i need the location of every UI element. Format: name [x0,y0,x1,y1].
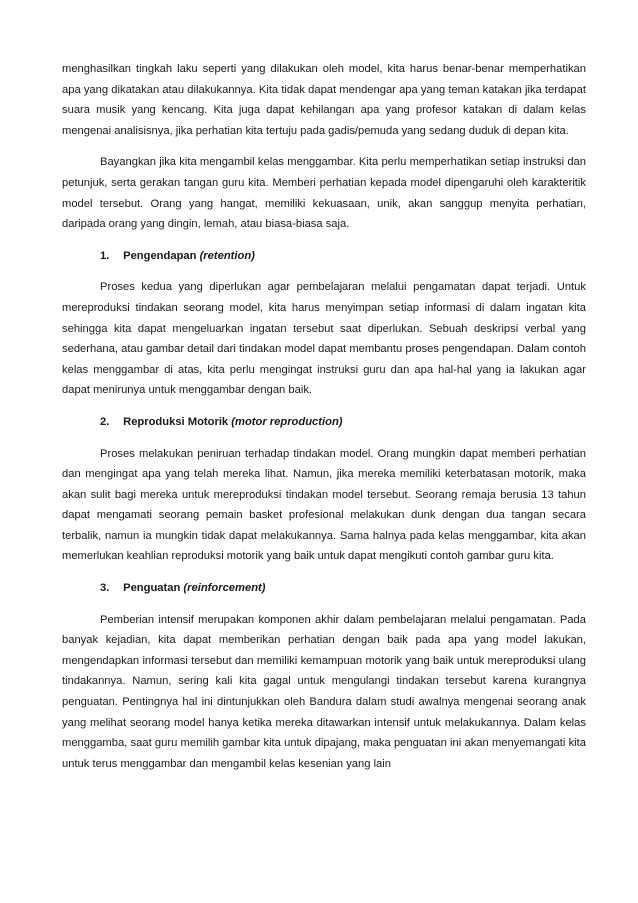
paragraph-attention-continued: menghasilkan tingkah laku seperti yang dilakukan oleh model, kita harus benar-benar memperhatikan apa yang dikatakan atau dilakukannya. Kita tidak dapat mendengar apa yang teman katakan jika terdapat suara musik yang kencang. Kita juga dapat kehilangan apa yang profesor katakan di dalam kelas mengenai analisisnya, jika perhatian kita tertuju pada gadis/pemuda yang sedang duduk di depan kita. [62,63,586,137]
heading-title: Penguatan [123,582,181,595]
heading-number: 3. [100,582,110,595]
heading-title: Reproduksi Motorik [123,415,229,428]
heading-retention [62,246,586,267]
heading-title: Pengendapan [123,249,197,262]
paragraph-retention: Proses kedua yang diperlukan agar pembelajaran melalui pengamatan dapat terjadi. Untuk mereproduksi tindakan seorang model, kita harus menyimpan setiap informasi di dalam ingatan kita sehingga kita dapat mengeluarkan ingatan tersebut saat diperlukan. Sebuah deskripsi verbal yang sederhana, atau gambar detail dari tindakan model dapat membantu proses pengendapan. Dalam contoh kelas menggambar di atas, kita perlu mengingat instruksi guru dan apa hal-hal yang ia lakukan agar dapat menirunya untuk menggambar dengan baik. [62,281,586,397]
heading-motor-reproduction [62,412,586,433]
heading-reinforcement [62,578,586,599]
heading-term: (reinforcement) [183,582,266,595]
paragraph-reinforcement: Pemberian intensif merupakan komponen akhir dalam pembelajaran melalui pengamatan. Pada banyak kejadian, kita dapat memberikan perhatian dengan baik pada apa yang model lakukan, mengendapkan informasi tersebut dan memiliki kemampuan motorik yang baik untuk mereproduksi ulang tindakannya. Namun, sering kali kita gagal untuk mengulangi tindakan tersebut karena kurangnya penguatan. Pentingnya hal ini dintunjukkan oleh Bandura dalam studi awalnya mengenai seorang anak yang melihat seorang model hanya ketika mereka ditawarkan intensif untuk melakukannya. Dalam kelas menggamba, saat guru memilih gambar kita untuk dipajang, maka penguatan ini akan menyemangati kita untuk terus menggambar dan mengambil kelas kesenian yang lain [62,613,586,770]
heading-number: 1. [100,249,110,262]
heading-term: (motor reproduction) [231,415,343,428]
paragraph-motor-reproduction: Proses melakukan peniruan terhadap tindakan model. Orang mungkin dapat memberi perhatian dan mengingat apa yang telah mereka lihat. Namun, jika mereka memiliki keterbatasan motorik, maka akan sulit bagi mereka untuk mereproduksi tindakan model tersebut. Seorang remaja berusia 13 tahun dapat mengamati seorang pemain basket profesional melakukan dunk dengan dua tangan secara terbalik, namun ia mungkin tidak dapat melakukannya. Sama halnya pada kelas menggambar, kita akan memerlukan keahlian reproduksi motorik yang baik untuk dapat mengikuti contoh gambar guru kita. [62,447,586,563]
heading-term: (retention) [199,249,255,262]
heading-number: 2. [100,415,110,428]
paragraph-drawing-class-example: Bayangkan jika kita mengambil kelas menggambar. Kita perlu memperhatikan setiap instruksi dan petunjuk, serta gerakan tangan guru kita. Memberi perhatian kepada model dipengaruhi oleh karakteritik model tersebut. Orang yang hangat, memiliki kekuasaan, unik, akan sanggup menyita perhatian, daripada orang yang dingin, lemah, atau biasa-biasa saja. [62,156,586,231]
